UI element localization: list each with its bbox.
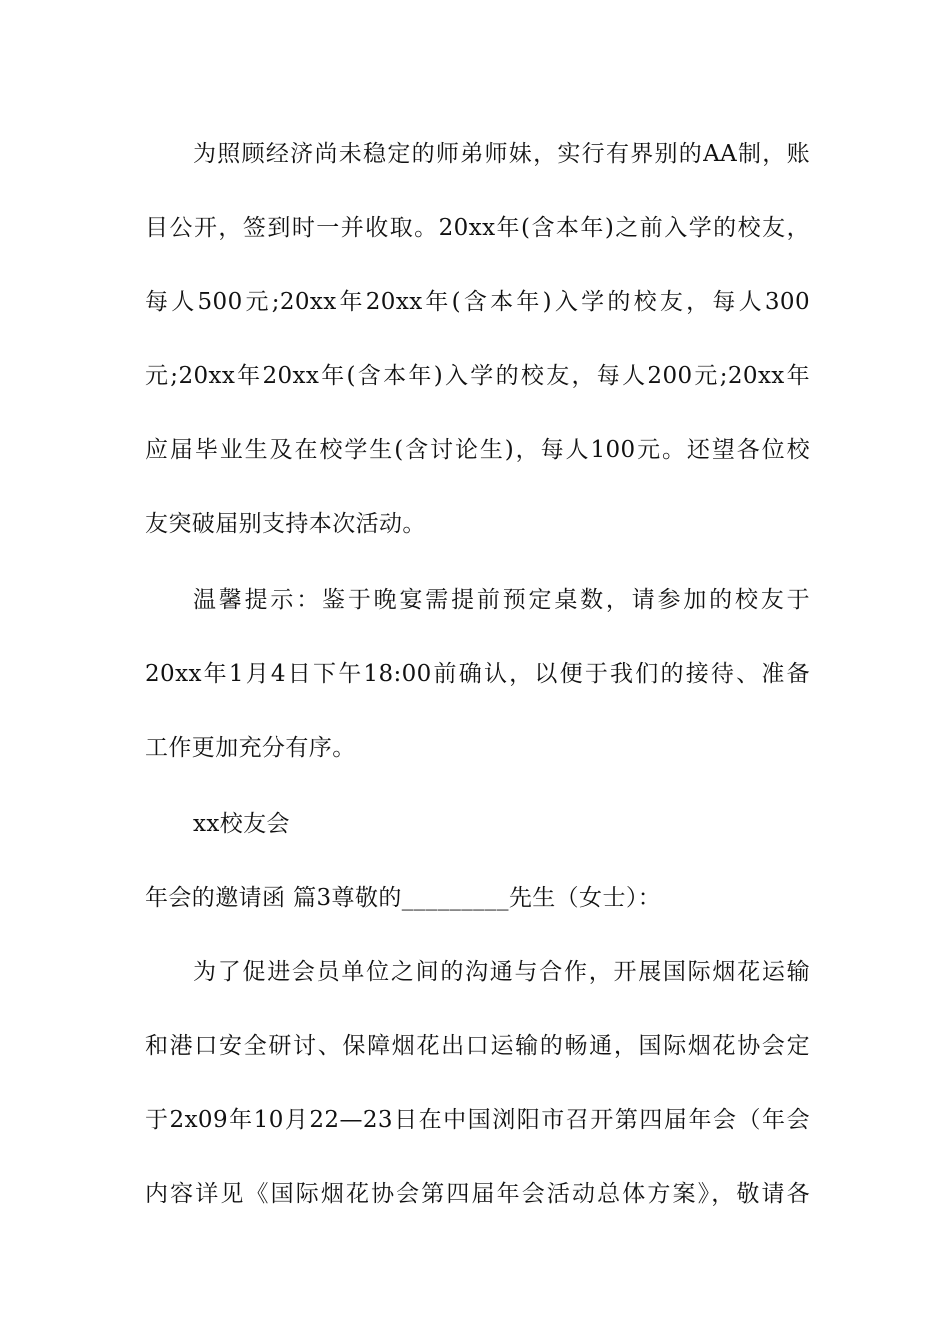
paragraph-line: 温馨提示：鉴于晚宴需提前预定桌数，请参加的校友于 — [193, 587, 810, 613]
paragraph-line: 和港口安全研讨、保障烟花出口运输的畅通，国际烟花协会定 — [145, 1033, 810, 1059]
signature-line: xx校友会 — [193, 811, 290, 837]
paragraph-line: 友突破届别支持本次活动。 — [145, 511, 426, 537]
paragraph-line: 内容详见《国际烟花协会第四届年会活动总体方案》，敬请各 — [145, 1181, 810, 1207]
paragraph-line: 元;20xx年20xx年(含本年)入学的校友，每人200元;20xx年 — [145, 363, 810, 389]
paragraph-line: 每人500元;20xx年20xx年(含本年)入学的校友，每人300 — [145, 289, 810, 315]
paragraph-line: 20xx年1月4日下午18:00前确认，以便于我们的接待、准备 — [145, 661, 810, 687]
paragraph-line: 应届毕业生及在校学生(含讨论生)，每人100元。还望各位校 — [145, 437, 810, 463]
paragraph-line: 为了促进会员单位之间的沟通与合作，开展国际烟花运输 — [193, 959, 810, 985]
letter-heading: 年会的邀请函 篇3尊敬的_________先生（女士）： — [145, 885, 662, 911]
paragraph-line: 工作更加充分有序。 — [145, 735, 356, 761]
paragraph-line: 为照顾经济尚未稳定的师弟师妹，实行有界别的AA制，账 — [193, 141, 810, 167]
paragraph-line: 目公开，签到时一并收取。20xx年(含本年)之前入学的校友， — [145, 215, 810, 241]
paragraph-line: 于2x09年10月22—23日在中国浏阳市召开第四届年会（年会 — [145, 1107, 810, 1133]
